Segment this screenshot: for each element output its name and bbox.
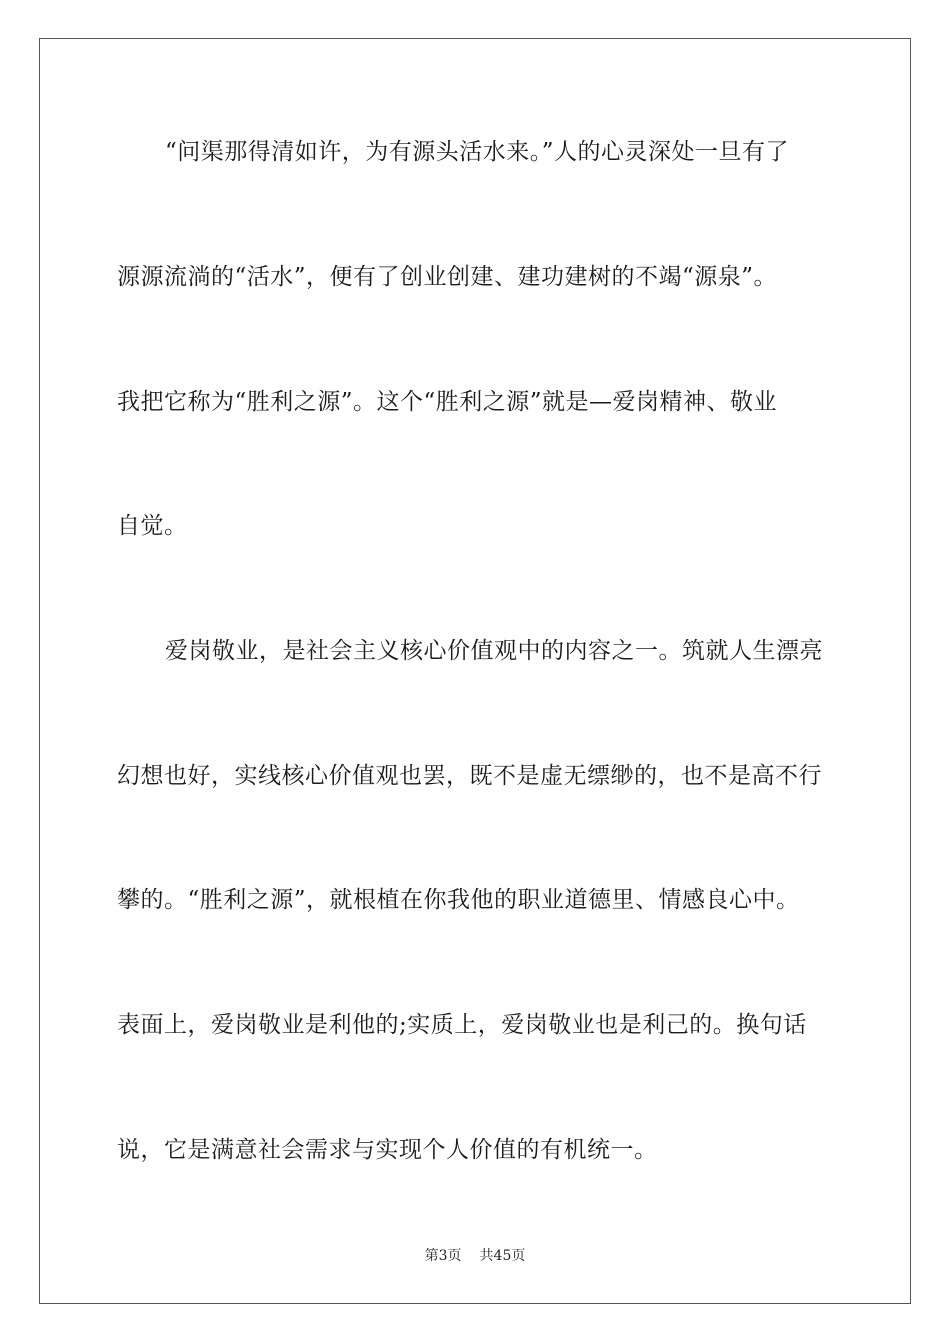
paragraph-2-line-2: 幻想也好，实线核心价值观也罢，既不是虚无缥缈的，也不是高不行 [117,763,822,789]
paragraph-2-line-4: 表面上，爱岗敬业是利他的;实质上，爱岗敬业也是利己的。换句话 [117,1012,807,1038]
total-pages: 共45页 [479,1248,526,1264]
paragraph-1-line-4: 自觉。 [117,513,188,539]
paragraph-2-line-3: 攀的。“胜利之源”，就根植在你我他的职业道德里、情感良心中。 [117,887,800,913]
paragraph-1-line-1: “问渠那得清如许，为有源头活水来。”人的心灵深处一旦有了 [165,139,790,165]
page-border [39,38,911,1304]
paragraph-2-line-5: 说，它是满意社会需求与实现个人价值的有机统一。 [117,1137,658,1163]
page-footer [0,1247,950,1265]
paragraph-1-line-2: 源源流淌的“活水”，便有了创业创建、建功建树的不竭“源泉”。 [117,264,778,290]
paragraph-1-line-3: 我把它称为“胜利之源”。这个“胜利之源”就是—爱岗精神、敬业 [117,389,778,415]
paragraph-2-line-1: 爱岗敬业，是社会主义核心价值观中的内容之一。筑就人生漂亮 [165,638,823,664]
page-number: 第3页 [424,1248,462,1264]
